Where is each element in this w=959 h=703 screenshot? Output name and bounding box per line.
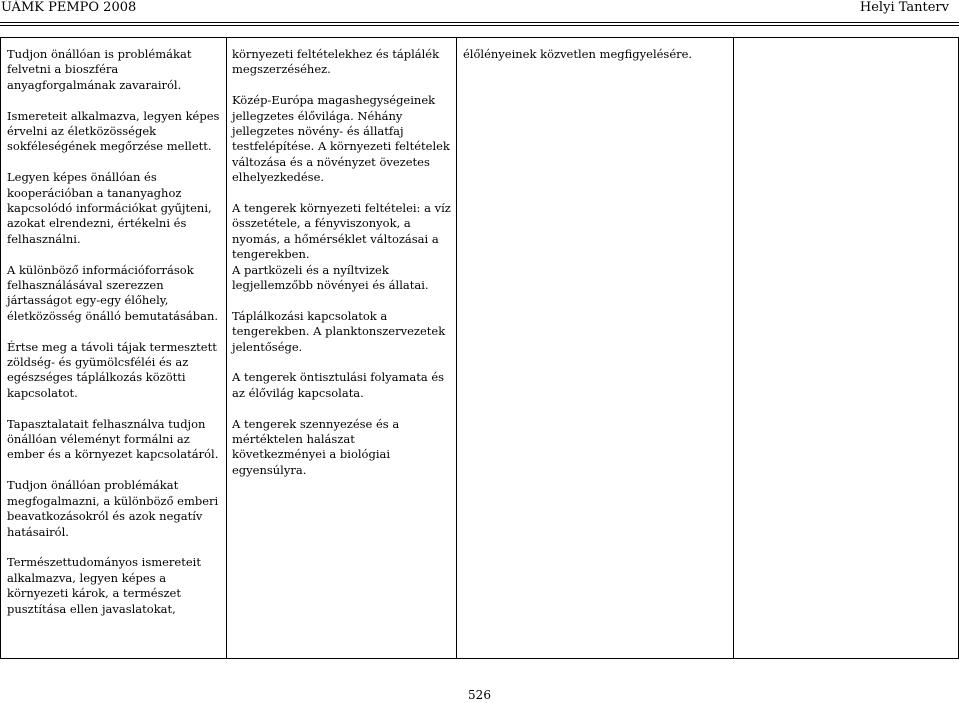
table-bottom-border xyxy=(0,658,959,659)
table-border-left xyxy=(0,37,1,659)
content-paragraph: Közép-Európa magashegységeinek jellegzetes élővilága. Néhány jellegzetes növény- és állatfaj testfelépítése. A környezeti feltételek változása és a növényzet övezetes elhelyezkedése. xyxy=(232,93,450,185)
goal-paragraph: Értse meg a távoli tájak termesztett zöldség- és gyümölcsféléi és az egészséges táplálkozás közötti kapcsolatot. xyxy=(7,339,217,400)
table-top-border xyxy=(0,37,959,38)
header-right-text: Helyi Tanterv xyxy=(859,0,949,15)
table-divider-1 xyxy=(226,37,227,659)
content-paragraph: A tengerek szennyezése és a mértéktelen halászat következményei a biológiai egyensúlyra. xyxy=(232,416,400,477)
goal-paragraph: Tudjon önállóan problémákat megfogalmazni, a különböző emberi beavatkozásokról és azok negatív hatásairól. xyxy=(7,478,219,539)
page-header xyxy=(0,0,959,18)
header-rule-bottom xyxy=(0,25,959,26)
curriculum-table xyxy=(0,37,959,659)
page-number: 526 xyxy=(468,688,491,702)
table-column-activities xyxy=(463,47,723,78)
goal-paragraph: Tapasztalatait felhasználva tudjon önállóan véleményt formálni az ember és a környezet kapcsolatáról. xyxy=(7,416,219,462)
goal-paragraph: Természettudományos ismereteit alkalmazva, legyen képes a környezeti károk, a természet pusztítása ellen javaslatokat, xyxy=(7,555,201,616)
goal-paragraph: Ismereteit alkalmazva, legyen képes érvelni az életközösségek sokféleségének megőrzése mellett. xyxy=(7,108,220,154)
goal-paragraph: A különböző információforrások felhasználásával szerezzen jártasságot egy-egy élőhely, életközösség önálló bemutatásában. xyxy=(7,262,219,323)
header-left-text: ÚÁMK PEMPO 2008 xyxy=(1,0,137,15)
header-rule-top xyxy=(0,22,959,23)
table-column-goals xyxy=(7,47,225,632)
goal-paragraph: Tudjon önállóan is problémákat felvetni a bioszféra anyagforgalmának zavarairól. xyxy=(7,47,192,92)
content-paragraph: A tengerek öntisztulási folyamata és az élővilág kapcsolata. xyxy=(232,370,445,400)
table-divider-2 xyxy=(456,37,457,659)
activity-paragraph: élőlényeinek közvetlen megfigyelésére. xyxy=(463,47,693,61)
table-column-content xyxy=(232,47,452,494)
content-paragraph: A tengerek környezeti feltételei: a víz összetétele, a fényviszonyok, a nyomás, a hőmérséklet változásai a tengerekben. A partközeli és a nyíltvizek legjellemzőbb növényei és állatai. xyxy=(232,201,451,293)
content-paragraph: környezeti feltételekhez és táplálék megszerzéséhez. xyxy=(232,47,440,77)
content-paragraph: Táplálkozási kapcsolatok a tengerekben. A planktonszervezetek jelentősége. xyxy=(232,308,446,354)
table-divider-3 xyxy=(733,37,734,659)
goal-paragraph: Legyen képes önállóan és kooperációban a tananyaghoz kapcsolódó információkat gyűjteni, azokat elrendezni, értékelni és felhasználni. xyxy=(7,170,212,246)
